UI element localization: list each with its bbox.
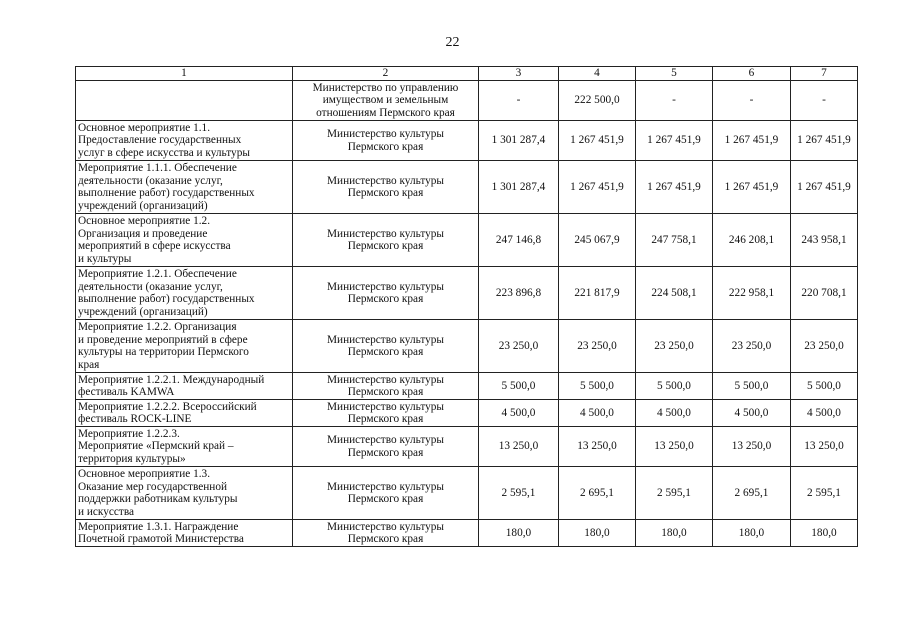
measure-name-cell: Мероприятие 1.2.1. Обеспечение деятельности (оказание услуг, выполнение работ) государственных учреждений (организаций) <box>76 267 293 320</box>
value-cell: 180,0 <box>479 520 559 547</box>
value-cell: 2 595,1 <box>791 467 858 520</box>
value-cell: 13 250,0 <box>479 427 559 467</box>
value-cell: 5 500,0 <box>636 373 713 400</box>
table-row <box>76 121 858 161</box>
value-cell: 13 250,0 <box>791 427 858 467</box>
measure-name-cell: Основное мероприятие 1.1. Предоставление государственных услуг в сфере искусства и культуры <box>76 121 293 161</box>
table-row <box>76 467 858 520</box>
value-cell: 243 958,1 <box>791 214 858 267</box>
value-cell: 5 500,0 <box>713 373 791 400</box>
value-cell: 247 758,1 <box>636 214 713 267</box>
funding-table <box>75 66 858 547</box>
value-cell: - <box>791 81 858 121</box>
measure-name-cell: Мероприятие 1.2.2.3. Мероприятие «Пермский край – территория культуры» <box>76 427 293 467</box>
value-cell: 247 146,8 <box>479 214 559 267</box>
table-row <box>76 214 858 267</box>
table-body <box>76 67 858 547</box>
value-cell: 222 958,1 <box>713 267 791 320</box>
value-cell: 5 500,0 <box>559 373 636 400</box>
value-cell: - <box>479 81 559 121</box>
value-cell: 13 250,0 <box>559 427 636 467</box>
measure-name-cell: Мероприятие 1.2.2. Организация и проведение мероприятий в сфере культуры на территории Пермского края <box>76 320 293 373</box>
page-number: 22 <box>445 35 460 50</box>
value-cell: 1 267 451,9 <box>713 161 791 214</box>
value-cell: 1 267 451,9 <box>791 161 858 214</box>
table-row <box>76 427 858 467</box>
measure-name-cell: Основное мероприятие 1.3. Оказание мер государственной поддержки работникам культуры и искусства <box>76 467 293 520</box>
value-cell: 224 508,1 <box>636 267 713 320</box>
value-cell: 1 267 451,9 <box>636 161 713 214</box>
value-cell: 23 250,0 <box>559 320 636 373</box>
value-cell: 4 500,0 <box>479 400 559 427</box>
table-row <box>76 373 858 400</box>
value-cell: 222 500,0 <box>559 81 636 121</box>
measure-name-cell: Мероприятие 1.1.1. Обеспечение деятельности (оказание услуг, выполнение работ) государственных учреждений (организаций) <box>76 161 293 214</box>
value-cell: 2 695,1 <box>559 467 636 520</box>
column-header: 1 <box>76 67 293 81</box>
value-cell: 245 067,9 <box>559 214 636 267</box>
executor-cell: Министерство культуры Пермского края <box>293 467 479 520</box>
value-cell: 23 250,0 <box>636 320 713 373</box>
executor-cell: Министерство культуры Пермского края <box>293 373 479 400</box>
value-cell: 1 301 287,4 <box>479 121 559 161</box>
table-row <box>76 267 858 320</box>
value-cell: 4 500,0 <box>713 400 791 427</box>
column-header: 6 <box>713 67 791 81</box>
measure-name-cell: Мероприятие 1.2.2.2. Всероссийский фестиваль ROCK-LINE <box>76 400 293 427</box>
executor-cell: Министерство культуры Пермского края <box>293 121 479 161</box>
measure-name-cell <box>76 81 293 121</box>
value-cell: 1 267 451,9 <box>791 121 858 161</box>
value-cell: 23 250,0 <box>479 320 559 373</box>
executor-cell: Министерство культуры Пермского края <box>293 520 479 547</box>
executor-cell: Министерство культуры Пермского края <box>293 320 479 373</box>
value-cell: 23 250,0 <box>713 320 791 373</box>
value-cell: 4 500,0 <box>791 400 858 427</box>
value-cell: 1 301 287,4 <box>479 161 559 214</box>
measure-name-cell: Основное мероприятие 1.2. Организация и проведение мероприятий в сфере искусства и культуры <box>76 214 293 267</box>
value-cell: 2 595,1 <box>636 467 713 520</box>
value-cell: 180,0 <box>559 520 636 547</box>
table-row <box>76 320 858 373</box>
value-cell: 221 817,9 <box>559 267 636 320</box>
value-cell: 1 267 451,9 <box>559 121 636 161</box>
column-number-row <box>76 67 858 81</box>
measure-name-cell: Мероприятие 1.3.1. Награждение Почетной грамотой Министерства <box>76 520 293 547</box>
column-header: 4 <box>559 67 636 81</box>
value-cell: 13 250,0 <box>713 427 791 467</box>
table-row <box>76 400 858 427</box>
executor-cell: Министерство по управлению имуществом и земельным отношениям Пермского края <box>293 81 479 121</box>
document-table-container <box>75 66 858 547</box>
value-cell: 223 896,8 <box>479 267 559 320</box>
value-cell: 246 208,1 <box>713 214 791 267</box>
executor-cell: Министерство культуры Пермского края <box>293 267 479 320</box>
value-cell: 1 267 451,9 <box>559 161 636 214</box>
value-cell: 23 250,0 <box>791 320 858 373</box>
value-cell: - <box>713 81 791 121</box>
value-cell: 5 500,0 <box>791 373 858 400</box>
column-header: 7 <box>791 67 858 81</box>
value-cell: 4 500,0 <box>636 400 713 427</box>
measure-name-cell: Мероприятие 1.2.2.1. Международный фестиваль KAMWA <box>76 373 293 400</box>
value-cell: 13 250,0 <box>636 427 713 467</box>
value-cell: 180,0 <box>713 520 791 547</box>
value-cell: 2 695,1 <box>713 467 791 520</box>
column-header: 5 <box>636 67 713 81</box>
column-header: 2 <box>293 67 479 81</box>
value-cell: 220 708,1 <box>791 267 858 320</box>
executor-cell: Министерство культуры Пермского края <box>293 427 479 467</box>
table-row <box>76 520 858 547</box>
value-cell: 1 267 451,9 <box>636 121 713 161</box>
table-row <box>76 161 858 214</box>
value-cell: 1 267 451,9 <box>713 121 791 161</box>
value-cell: - <box>636 81 713 121</box>
executor-cell: Министерство культуры Пермского края <box>293 400 479 427</box>
value-cell: 180,0 <box>791 520 858 547</box>
column-header: 3 <box>479 67 559 81</box>
executor-cell: Министерство культуры Пермского края <box>293 214 479 267</box>
value-cell: 5 500,0 <box>479 373 559 400</box>
executor-cell: Министерство культуры Пермского края <box>293 161 479 214</box>
value-cell: 180,0 <box>636 520 713 547</box>
value-cell: 2 595,1 <box>479 467 559 520</box>
table-row <box>76 81 858 121</box>
value-cell: 4 500,0 <box>559 400 636 427</box>
